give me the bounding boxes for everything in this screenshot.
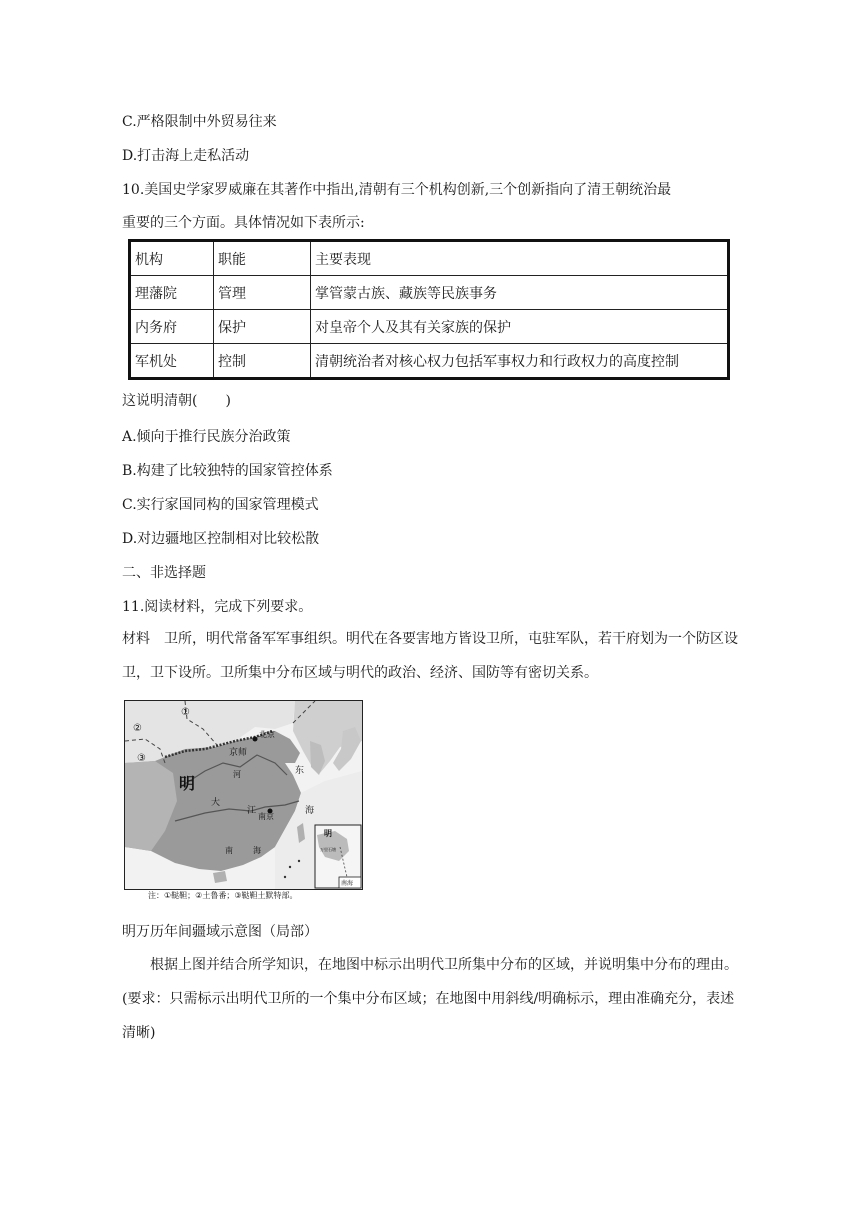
hai2-label: 海 (253, 846, 261, 855)
ming-territory-map (124, 700, 363, 890)
island-dot (298, 860, 300, 862)
map-note: 注：①鞑靼；②土鲁番；③鞑靼土默特部。 (148, 891, 298, 900)
institution-table (128, 239, 730, 380)
q10-stem-line1: 10.美国史学家罗威廉在其著作中指出,清朝有三个机构创新,三个创新指向了清王朝统治最 (122, 182, 672, 198)
jingshi-label: 京师 (229, 748, 248, 758)
section-heading: 二、非选择题 (122, 565, 206, 581)
table-row (130, 344, 729, 379)
table-header-row (130, 241, 729, 276)
q10-option-b: B.构建了比较独特的国家管控体系 (122, 463, 333, 479)
inset-south-sea-label: 南海 (341, 880, 354, 887)
marker-2-label: ② (133, 723, 142, 734)
table-cell: 内务府 (130, 310, 214, 344)
table-row (130, 276, 729, 310)
table-cell: 保护 (214, 310, 311, 344)
q11-material: 材料 卫所，明代常备军军事组织。明代在各要害地方皆设卫所，屯驻军队，若干府划为一个防区设卫，卫下设所。卫所集中分布区域与明代的政治、经济、国防等有密切关系。 (122, 631, 738, 681)
table-header-cell: 机构 (130, 241, 214, 276)
nan-label: 南 (225, 846, 233, 855)
beijing-marker (253, 737, 258, 742)
table-cell: 管理 (214, 276, 311, 310)
he-label: 河 (233, 770, 241, 779)
marker-3-label: ③ (137, 753, 146, 764)
marker-1-label: ① (181, 707, 190, 718)
q10-option-a: A.倾向于推行民族分治政策 (122, 429, 291, 445)
table-header-cell: 职能 (214, 241, 311, 276)
beijing-label: 北京 (259, 730, 275, 739)
q9-option-c: C.严格限制中外贸易往来 (122, 114, 277, 130)
hai-label: 海 (305, 806, 315, 816)
table-cell: 清朝统治者对核心权力包括军事权力和行政权力的高度控制 (311, 344, 729, 379)
q9-option-d: D.打击海上走私活动 (122, 148, 250, 164)
dong-label: 东 (295, 766, 305, 776)
table-cell: 对皇帝个人及其有关家族的保护 (311, 310, 729, 344)
table-cell: 理藩院 (130, 276, 214, 310)
q10-option-d: D.对边疆地区控制相对比较松散 (122, 531, 320, 547)
table-cell: 掌管蒙古族、藏族等民族事务 (311, 276, 729, 310)
table-cell: 控制 (214, 344, 311, 379)
q11-stem: 11.阅读材料，完成下列要求。 (122, 599, 313, 615)
q10-question: 这说明清朝( ) (122, 393, 231, 409)
da-label: 大 (211, 798, 221, 808)
table-row (130, 310, 729, 344)
table-cell: 军机处 (130, 344, 214, 379)
q10-stem-line2: 重要的三个方面。具体情况如下表所示: (122, 215, 365, 231)
inset-title: 明 (324, 829, 332, 838)
map-caption: 明万历年间疆域示意图（局部） (122, 924, 318, 940)
nanjing-label: 南京 (258, 812, 274, 821)
map-svg (125, 701, 362, 889)
hainan-shape (213, 871, 227, 883)
inset-islands-label: 万里石塘 (320, 847, 336, 852)
island-dot (284, 876, 286, 878)
ming-label: 明 (179, 774, 196, 793)
q11-requirement: 根据上图并结合所学知识，在地图中标示出明代卫所集中分布的区域，并说明集中分布的理由。(要求：只需标示出明代卫所的一个集中分布区域；在地图中用斜线/明确标示，理由准确充分，表述清晰) (122, 957, 738, 1041)
jiang-label: 江 (247, 806, 257, 816)
island-dot (289, 866, 291, 868)
table-header-cell: 主要表现 (311, 241, 729, 276)
q10-option-c: C.实行家国同构的国家管理模式 (122, 497, 319, 513)
